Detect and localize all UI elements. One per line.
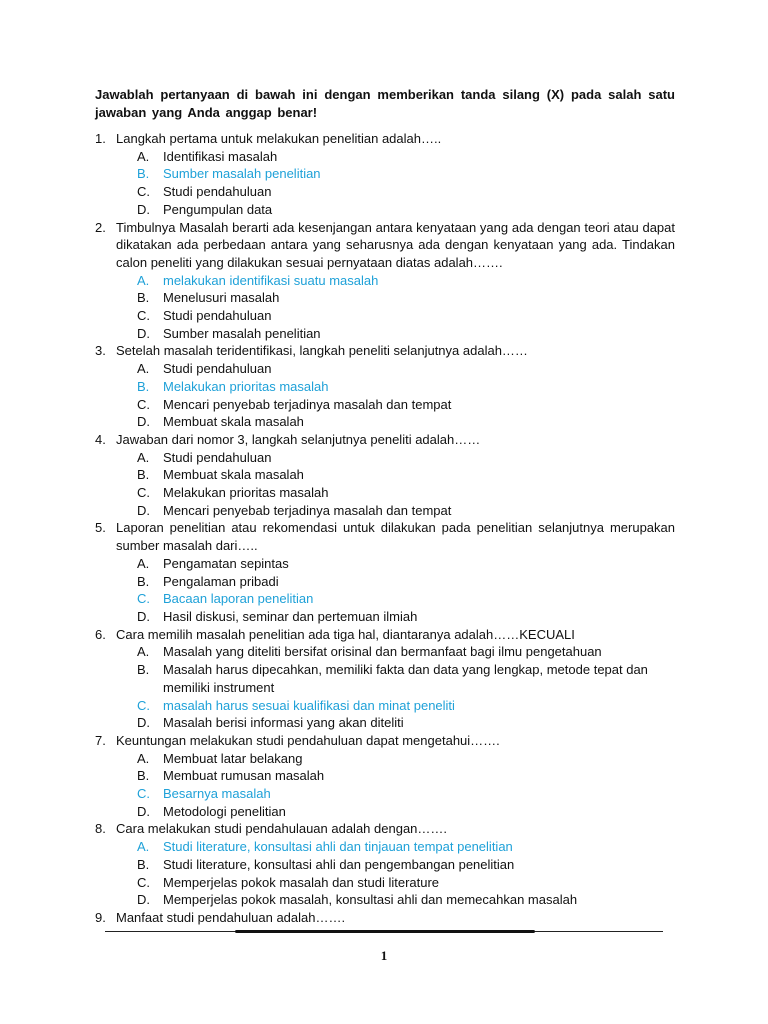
option-letter: A. <box>137 361 150 377</box>
answer-option <box>116 201 675 219</box>
option-list <box>116 838 675 909</box>
option-text: Studi pendahuluan <box>163 361 272 377</box>
answer-option <box>116 643 675 661</box>
answer-option <box>116 307 675 325</box>
question-text: Cara melakukan studi pendahulauan adalah dengan……. <box>116 821 448 837</box>
answer-option <box>116 573 675 591</box>
question-item <box>95 130 675 219</box>
answer-option <box>116 502 675 520</box>
question-number: 1. <box>95 131 106 146</box>
option-text: Besarnya masalah <box>163 786 271 802</box>
answer-option-highlighted <box>116 590 675 608</box>
option-text: Hasil diskusi, seminar dan pertemuan ilmiah <box>163 608 418 624</box>
question-number: 7. <box>95 732 106 748</box>
option-list <box>116 643 675 732</box>
option-text: Memperjelas pokok masalah dan studi literature <box>163 874 440 890</box>
option-text: Studi pendahuluan <box>163 449 272 465</box>
option-letter: B. <box>137 467 150 483</box>
option-text: Pengumpulan data <box>163 201 273 217</box>
option-letter: D. <box>137 608 150 624</box>
option-text: Masalah yang diteliti bersifat orisinal dan bermanfaat bagi ilmu pengetahuan <box>163 644 602 660</box>
option-text: Mencari penyebab terjadinya masalah dan tempat <box>163 502 452 518</box>
question-item <box>95 342 675 431</box>
option-letter: C. <box>137 874 150 890</box>
option-letter: D. <box>137 414 150 430</box>
option-letter: A. <box>137 148 150 164</box>
question-number: 9. <box>95 909 106 925</box>
question-number: 4. <box>95 431 106 447</box>
option-letter: B. <box>137 768 150 784</box>
answer-option <box>116 466 675 484</box>
option-letter: D. <box>137 892 150 908</box>
question-list <box>95 130 675 927</box>
footer-divider-accent <box>235 930 535 933</box>
question-item <box>95 519 675 625</box>
option-list <box>116 449 675 520</box>
answer-option <box>116 661 675 696</box>
option-text: Sumber masalah penelitian <box>163 325 321 341</box>
instruction-text: Jawablah pertanyaan di bawah ini dengan memberikan tanda silang (X) pada salah satu jawaban yang Anda anggap benar! <box>95 87 675 120</box>
answer-option <box>116 449 675 467</box>
question-text: Setelah masalah teridentifikasi, langkah peneliti selanjutnya adalah…… <box>116 343 528 359</box>
answer-option-highlighted <box>116 785 675 803</box>
answer-option <box>116 484 675 502</box>
option-letter: C. <box>137 591 150 607</box>
option-letter: B. <box>137 573 150 589</box>
question-item <box>95 431 675 520</box>
answer-option-highlighted <box>116 838 675 856</box>
option-letter: C. <box>137 485 150 501</box>
answer-option <box>116 148 675 166</box>
option-letter: A. <box>137 839 150 855</box>
answer-option <box>116 608 675 626</box>
question-number: 3. <box>95 343 106 359</box>
option-letter: A. <box>137 750 150 766</box>
option-text: Sumber masalah penelitian <box>163 166 321 182</box>
question-item <box>95 909 675 927</box>
option-text: Memperjelas pokok masalah, konsultasi ahli dan memecahkan masalah <box>163 892 578 908</box>
answer-option <box>116 360 675 378</box>
option-letter: A. <box>137 644 150 660</box>
option-letter: C. <box>137 308 150 324</box>
option-letter: D. <box>137 803 150 819</box>
answer-option <box>116 714 675 732</box>
option-list <box>116 750 675 821</box>
option-text: Melakukan prioritas masalah <box>163 485 329 501</box>
answer-option <box>116 891 675 909</box>
option-letter: B. <box>137 378 150 394</box>
option-letter: A. <box>137 449 150 465</box>
option-text: Membuat rumusan masalah <box>163 768 325 784</box>
option-list <box>116 555 675 626</box>
option-list <box>116 360 675 431</box>
option-letter: D. <box>137 201 150 217</box>
option-text: Pengalaman pribadi <box>163 573 279 589</box>
question-text: Manfaat studi pendahuluan adalah……. <box>116 909 346 925</box>
option-letter: C. <box>137 396 150 412</box>
option-letter: C. <box>137 786 150 802</box>
answer-option <box>116 183 675 201</box>
option-text: melakukan identifikasi suatu masalah <box>163 272 379 288</box>
option-text: Metodologi penelitian <box>163 803 286 819</box>
option-text: Pengamatan sepintas <box>163 555 289 571</box>
question-number: 5. <box>95 520 106 536</box>
answer-option-highlighted <box>116 697 675 715</box>
answer-option <box>116 750 675 768</box>
option-letter: C. <box>137 184 150 200</box>
answer-option <box>116 325 675 343</box>
option-text: Studi pendahuluan <box>163 184 272 200</box>
option-text: Melakukan prioritas masalah <box>163 378 329 394</box>
option-text: Studi literature, konsultasi ahli dan pengembangan penelitian <box>163 856 515 872</box>
option-text: Masalah harus dipecahkan, memiliki fakta dan data yang lengkap, metode tepat dan memiliki instrument <box>163 662 648 695</box>
question-item <box>95 626 675 732</box>
answer-option-highlighted <box>116 165 675 183</box>
option-text: Identifikasi masalah <box>163 148 278 164</box>
option-text: Mencari penyebab terjadinya masalah dan tempat <box>163 396 452 412</box>
option-letter: D. <box>137 502 150 518</box>
answer-option-highlighted <box>116 272 675 290</box>
question-text: Jawaban dari nomor 3, langkah selanjutnya peneliti adalah…… <box>116 431 481 447</box>
question-text: Laporan penelitian atau rekomendasi untuk dilakukan pada penelitian selanjutnya merupakan sumber masalah dari….. <box>116 520 675 554</box>
answer-option <box>116 289 675 307</box>
option-letter: A. <box>137 272 150 288</box>
answer-option <box>116 413 675 431</box>
answer-option <box>116 396 675 414</box>
option-text: masalah harus sesuai kualifikasi dan minat peneliti <box>163 697 455 713</box>
option-text: Bacaan laporan penelitian <box>163 591 314 607</box>
option-text: Studi literature, konsultasi ahli dan tinjauan tempat penelitian <box>163 839 513 855</box>
answer-option-highlighted <box>116 378 675 396</box>
option-letter: D. <box>137 715 150 731</box>
option-letter: C. <box>137 697 150 713</box>
option-text: Membuat skala masalah <box>163 414 304 430</box>
option-letter: A. <box>137 555 150 571</box>
question-number: 2. <box>95 219 106 235</box>
option-text: Studi pendahuluan <box>163 308 272 324</box>
option-text: Menelusuri masalah <box>163 290 280 306</box>
question-item <box>95 732 675 821</box>
option-text: Membuat skala masalah <box>163 467 304 483</box>
question-text: Langkah pertama untuk melakukan penelitian adalah….. <box>116 131 442 146</box>
question-text: Timbulnya Masalah berarti ada kesenjangan antara kenyataan yang ada dengan teori atau dapat dikatakan ada perbedaan antara yang seharusnya ada dengan kenyataan yang ada. Tindakan calon peneliti yang dilakukan sesuai pernyataan diatas adalah……. <box>116 219 675 270</box>
answer-option <box>116 803 675 821</box>
option-list <box>116 148 675 219</box>
option-letter: B. <box>137 856 150 872</box>
document-page <box>95 86 675 927</box>
option-letter: B. <box>137 166 150 182</box>
question-number: 6. <box>95 626 106 642</box>
option-letter: B. <box>137 290 150 306</box>
question-text: Cara memilih masalah penelitian ada tiga hal, diantaranya adalah……KECUALI <box>116 626 575 642</box>
answer-option <box>116 555 675 573</box>
option-text: Membuat latar belakang <box>163 750 303 766</box>
question-item <box>95 820 675 909</box>
question-number: 8. <box>95 821 106 837</box>
option-text: Masalah berisi informasi yang akan diteliti <box>163 715 404 731</box>
answer-option <box>116 874 675 892</box>
option-list <box>116 272 675 343</box>
answer-option <box>116 856 675 874</box>
page-number: 1 <box>380 948 388 963</box>
option-letter: D. <box>137 325 150 341</box>
question-text: Keuntungan melakukan studi pendahuluan dapat mengetahui……. <box>116 732 500 748</box>
answer-option <box>116 767 675 785</box>
option-letter: B. <box>137 662 150 678</box>
question-item <box>95 219 675 343</box>
